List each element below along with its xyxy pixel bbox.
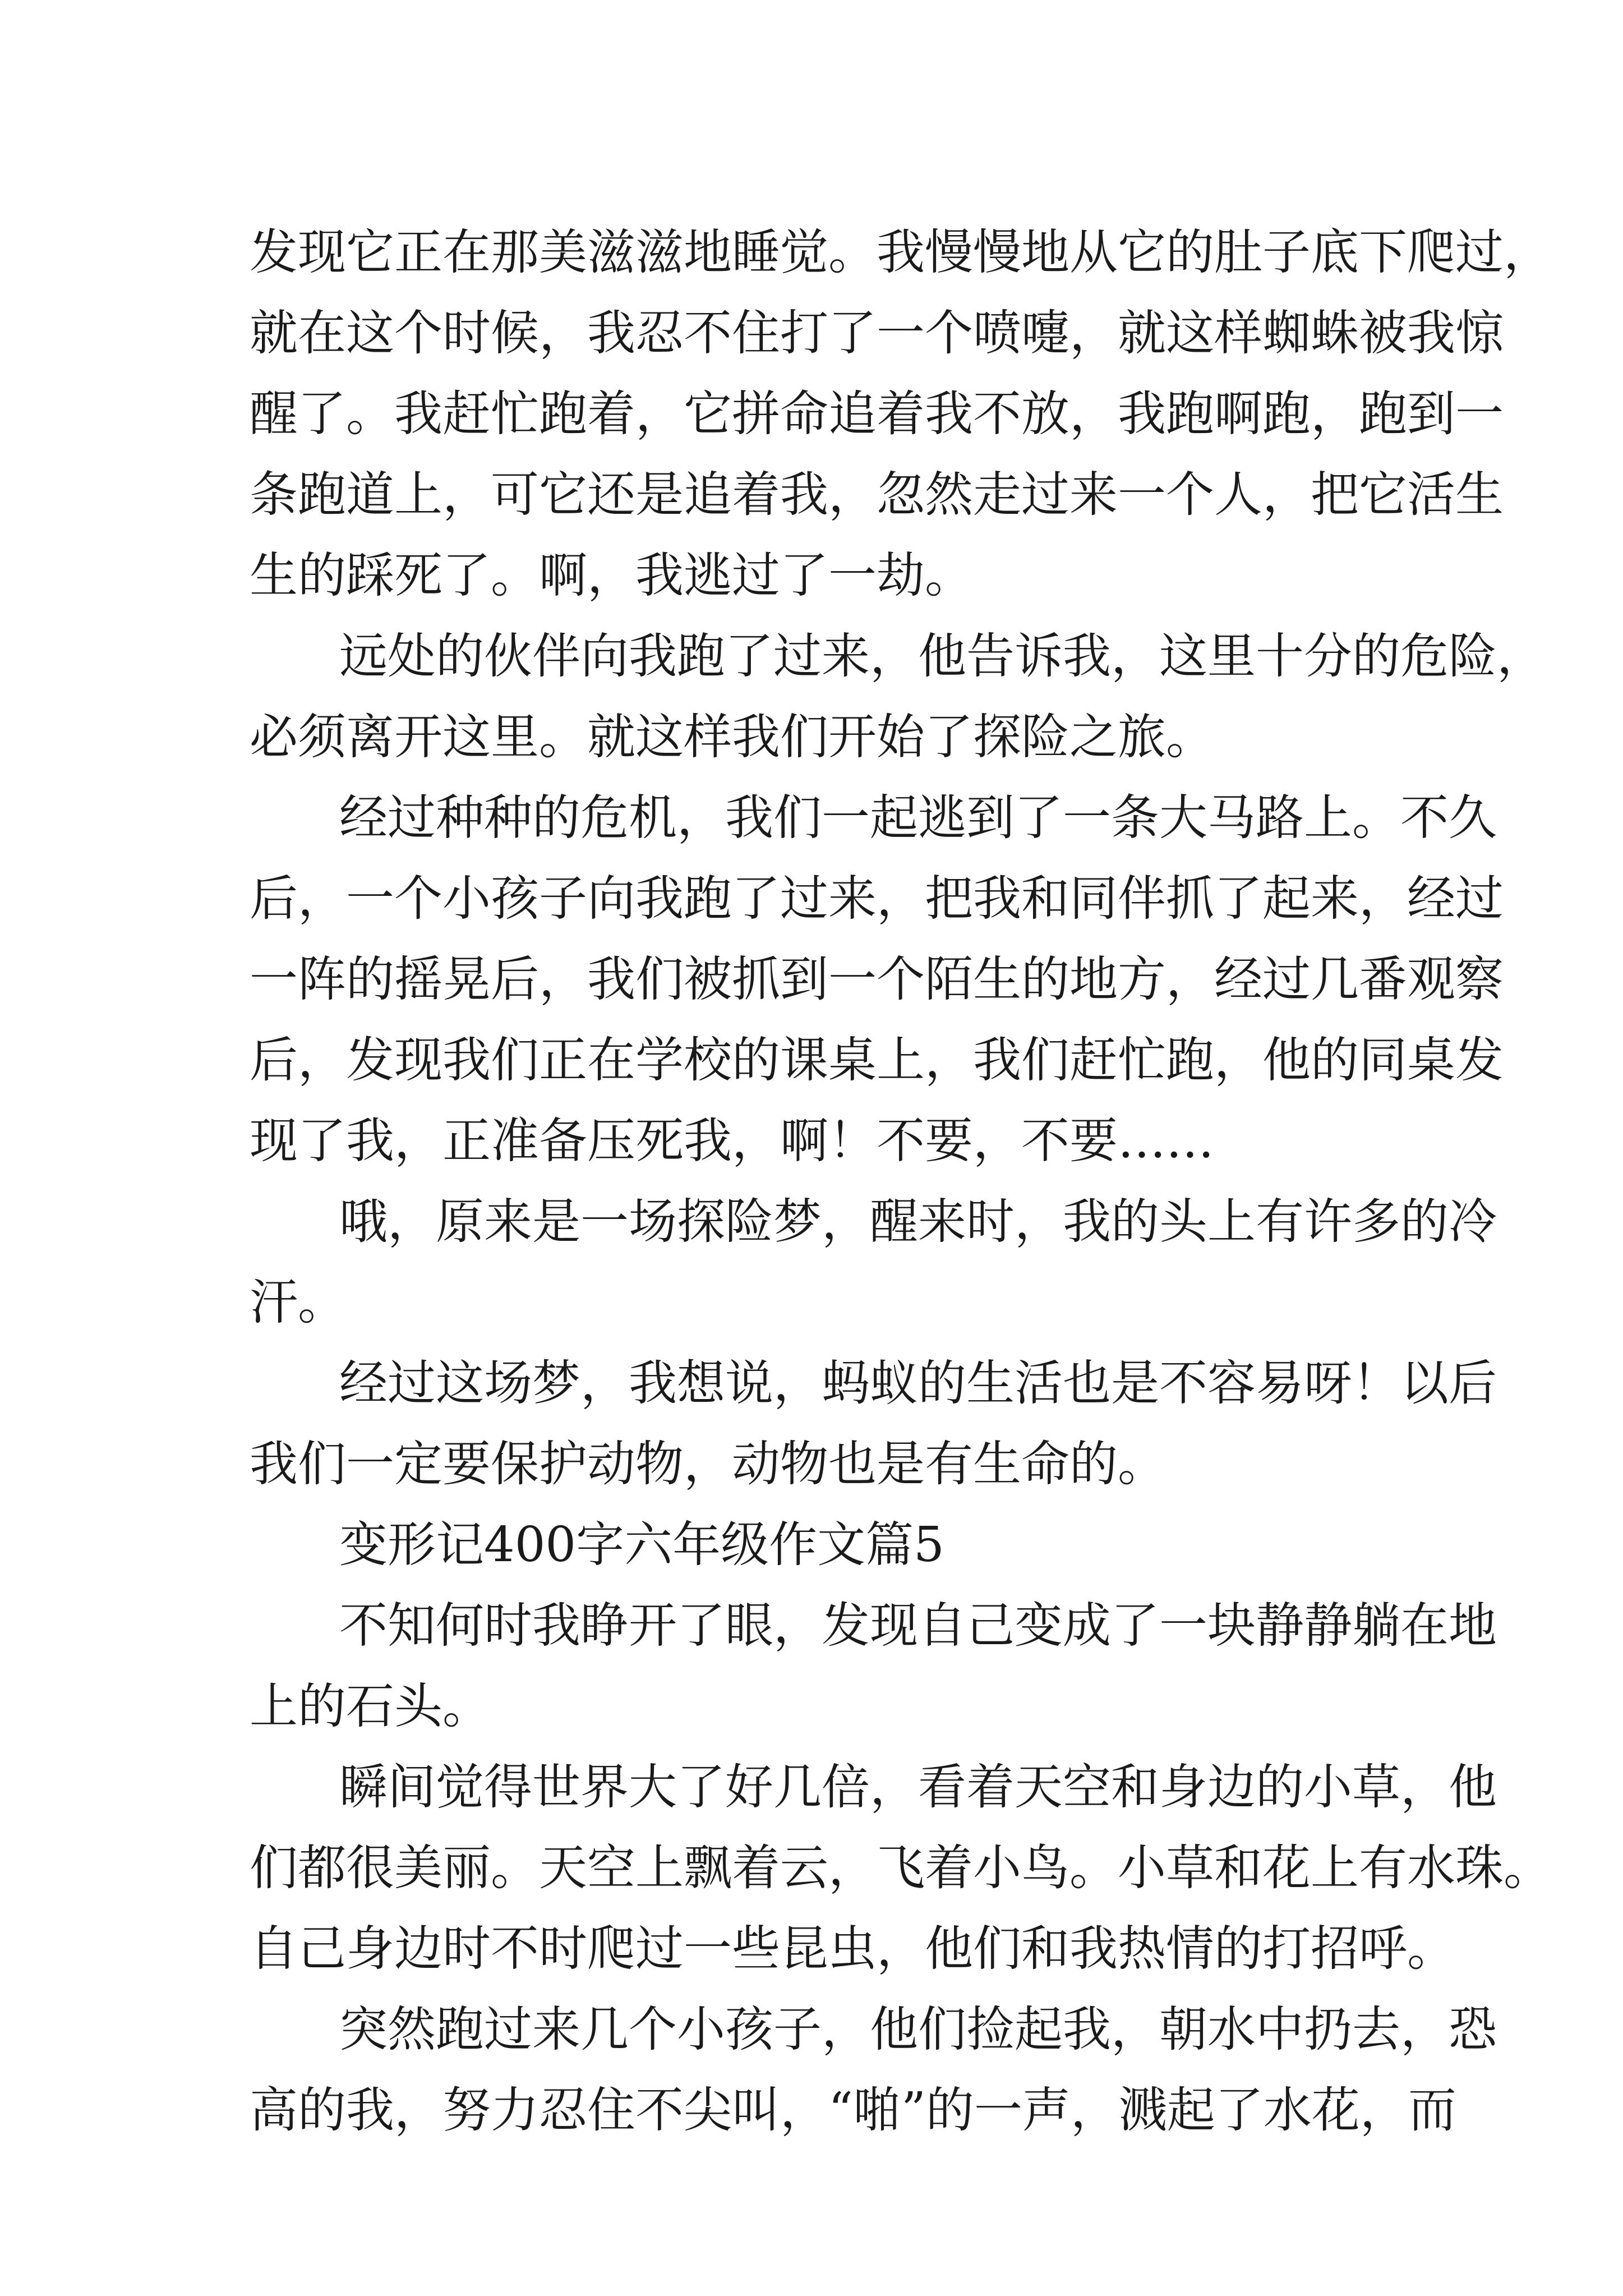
text-line: 必须离开这里。就这样我们开始了探险之旅。: [250, 709, 1214, 765]
text-line: 条跑道上，可它还是追着我，忽然走过来一个人，把它活生: [250, 467, 1504, 523]
text-line: 后，发现我们正在学校的课桌上，我们赶忙跑，他的同桌发: [250, 1032, 1504, 1088]
text-line: 一阵的摇晃后，我们被抓到一个陌生的地方，经过几番观察: [250, 951, 1504, 1007]
text-line: 生的踩死了。啊，我逃过了一劫。: [250, 547, 973, 604]
text-line: 现了我，正准备压死我，啊！不要，不要……: [250, 1113, 1214, 1169]
essay-text: [250, 212, 1552, 2151]
paragraph-start-line: 不知何时我睁开了眼，发现自己变成了一块静静躺在地: [339, 1598, 1497, 1654]
text-line: 后，一个小孩子向我跑了过来，把我和同伴抓了起来，经过: [250, 871, 1504, 927]
paragraph-start-line: 突然跑过来几个小孩子，他们捡起我，朝水中扔去，恐: [339, 2001, 1497, 2058]
section-heading: 变形记400字六年级作文篇5: [339, 1517, 944, 1573]
text-line: 汗。: [250, 1274, 346, 1331]
text-line: 自己身边时不时爬过一些昆虫，他们和我热情的打招呼。: [250, 1921, 1455, 1977]
paragraph-start-line: 远处的伙伴向我跑了过来，他告诉我，这里十分的危险，: [339, 628, 1545, 684]
paragraph-start-line: 经过这场梦，我想说，蚂蚁的生活也是不容易呀！以后: [339, 1355, 1497, 1411]
paragraph-start-line: 哦，原来是一场探险梦，醒来时，我的头上有许多的冷: [339, 1194, 1497, 1250]
text-line: 就在这个时候，我忍不住打了一个喷嚏，就这样蜘蛛被我惊: [250, 305, 1504, 361]
text-line: 们都很美丽。天空上飘着云，飞着小鸟。小草和花上有水珠。: [250, 1840, 1552, 1896]
text-line: 上的石头。: [250, 1678, 491, 1734]
paragraph-start-line: 瞬间觉得世界大了好几倍，看着天空和身边的小草，他: [339, 1759, 1497, 1815]
text-line: 我们一定要保护动物，动物也是有生命的。: [250, 1436, 1166, 1492]
text-line: 醒了。我赶忙跑着，它拼命追着我不放，我跑啊跑，跑到一: [250, 386, 1504, 442]
paragraph-start-line: 经过种种的危机，我们一起逃到了一条大马路上。不久: [339, 790, 1497, 846]
text-line: 发现它正在那美滋滋地睡觉。我慢慢地从它的肚子底下爬过，: [250, 224, 1552, 280]
text-line: 高的我，努力忍住不尖叫，“啪”的一声，溅起了水花，而: [250, 2082, 1456, 2138]
